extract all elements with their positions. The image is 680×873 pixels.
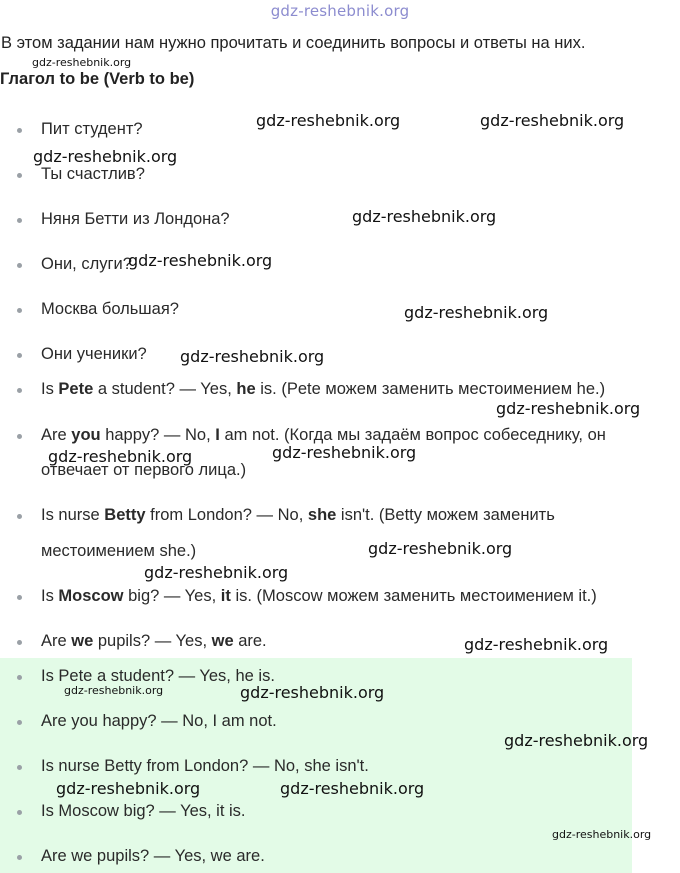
list-item-text: Is nurse Betty from London? — No, she isn't. [41,757,369,775]
watermark: gdz-reshebnik.org [144,563,289,582]
list-item-text: Is Moscow big? — Yes, it is. [41,802,246,820]
bullet-icon [17,765,22,770]
bullet-icon [17,595,22,600]
watermark: gdz-reshebnik.org [256,111,401,130]
bullet-icon [17,263,22,268]
bullet-icon [17,514,22,519]
watermark: gdz-reshebnik.org [404,303,549,322]
bullet-icon [17,308,22,313]
list-item-text: Is Pete a student? — Yes, he is. [41,667,275,685]
answer-text: Are you happy? — No, I am not. (Когда мы задаём вопрос собеседнику, он [41,426,606,444]
answer-continuation: местоимением she.) [41,542,197,560]
list-item-text: Are you happy? — No, I am not. [41,712,277,730]
watermark: gdz-reshebnik.org [496,399,641,418]
bullet-icon [17,353,22,358]
list-item-text: Они, слуги? [41,255,132,273]
list-item-text: Москва большая? [41,300,179,318]
watermark: gdz-reshebnik.org [552,828,652,841]
bullet-icon [17,640,22,645]
watermark: gdz-reshebnik.org [48,447,193,466]
answer-text: Is Moscow big? — Yes, it is. (Moscow можем заменить местоимением it.) [41,587,597,605]
watermark: gdz-reshebnik.org [464,635,609,654]
bullet-icon [17,675,22,680]
watermark: gdz-reshebnik.org [368,539,513,558]
watermark: gdz-reshebnik.org [280,779,425,798]
bullet-icon [17,434,22,439]
answer-text: Is Pete a student? — Yes, he is. (Pete можем заменить местоимением he.) [41,380,606,398]
watermark: gdz-reshebnik.org [272,443,417,462]
bullet-icon [17,810,22,815]
bullet-icon [17,128,22,133]
site-header-link[interactable]: gdz-reshebnik.org [270,2,410,20]
list-item-text: Они ученики? [41,345,147,363]
watermark: gdz-reshebnik.org [56,779,201,798]
watermark: gdz-reshebnik.org [480,111,625,130]
watermark: gdz-reshebnik.org [352,207,497,226]
list-item-text: Пит студент? [41,120,143,138]
bullet-icon [17,218,22,223]
section-title: Глагол to be (Verb to be) [0,70,195,88]
watermark: gdz-reshebnik.org [504,731,649,750]
answer-text: Is nurse Betty from London? — No, she isn't. (Betty можем заменить [41,506,555,524]
bullet-icon [17,173,22,178]
watermark: gdz-reshebnik.org [33,147,178,166]
watermark: gdz-reshebnik.org [240,683,385,702]
watermark: gdz-reshebnik.org [128,251,273,270]
bullet-icon [17,388,22,393]
answer-text: Are we pupils? — Yes, we are. [41,632,267,650]
answer-continuation: отвечает от первого лица.) [41,461,247,479]
bullet-icon [17,720,22,725]
watermark: gdz-reshebnik.org [180,347,325,366]
intro-text: В этом задании нам нужно прочитать и соединить вопросы и ответы на них. [1,34,586,52]
list-item-text: Ты счастлив? [41,165,145,183]
list-item-text: Are we pupils? — Yes, we are. [41,847,265,865]
watermark: gdz-reshebnik.org [64,684,164,697]
list-item-text: Няня Бетти из Лондона? [41,210,230,228]
watermark: gdz-reshebnik.org [32,56,132,69]
bullet-icon [17,855,22,860]
